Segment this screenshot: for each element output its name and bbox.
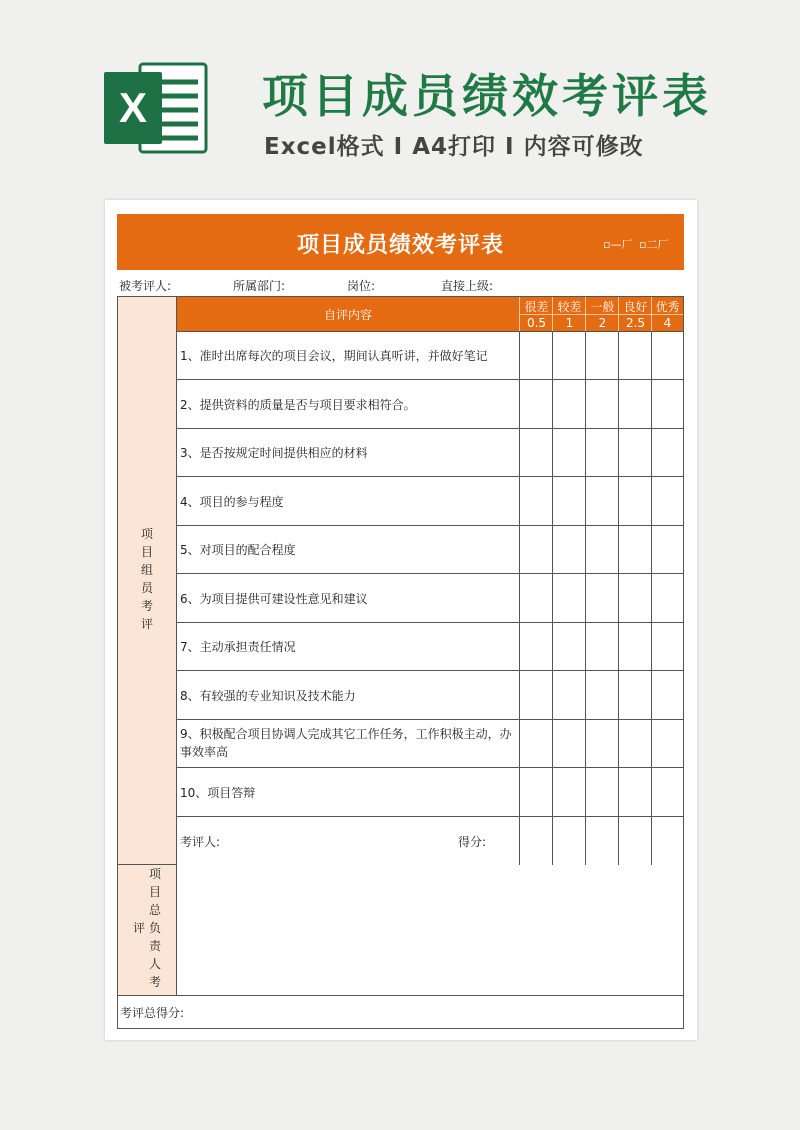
section-label-text: 评	[132, 921, 145, 935]
list-item: 7、主动承担责任情况	[180, 640, 296, 654]
position-field[interactable]: 岗位:	[347, 279, 376, 293]
evaluatee-field[interactable]: 被考评人:	[119, 279, 172, 293]
excel-logo-letter: X	[118, 84, 148, 131]
evaluation-table	[117, 297, 684, 1029]
list-item: 4、项目的参与程度	[180, 495, 284, 509]
grade-score: 4	[663, 316, 672, 330]
excel-logo-icon	[100, 58, 210, 158]
list-item: 3、是否按规定时间提供相应的材料	[180, 446, 368, 460]
info-row	[117, 270, 684, 297]
section-label-text: 项 目 组 员 考 评	[140, 527, 153, 631]
total-score-field[interactable]: 考评总得分:	[120, 1006, 185, 1020]
page-subtitle: Excel格式 I A4打印 I 内容可修改	[264, 134, 644, 160]
form-banner	[117, 214, 684, 270]
evaluator-field[interactable]: 考评人:	[180, 835, 221, 849]
score-field[interactable]: 得分:	[458, 835, 487, 849]
grade-label: 良好	[623, 300, 648, 314]
section-label-text: 项 目 总 负 责 人 考	[148, 867, 161, 989]
grade-label: 一般	[590, 300, 615, 314]
list-item: 8、有较强的专业知识及技术能力	[180, 689, 356, 703]
form-title: 项目成员绩效考评表	[296, 233, 504, 258]
grade-score: 1	[565, 316, 574, 330]
department-field[interactable]: 所属部门:	[233, 279, 286, 293]
content-header: 自评内容	[323, 308, 372, 322]
corner-mark: ▫二厂	[639, 238, 669, 251]
section-label-leader	[118, 865, 177, 995]
supervisor-field[interactable]: 直接上级:	[441, 279, 494, 293]
grade-score: 0.5	[526, 316, 547, 330]
list-item: 9、积极配合项目协调人完成其它工作任务，工作积极主动，办事效率高	[180, 727, 512, 759]
grade-label: 很差	[524, 300, 549, 314]
grade-score: 2.5	[625, 316, 646, 330]
grade-score: 2	[598, 316, 607, 330]
list-item: 6、为项目提供可建设性意见和建议	[180, 592, 368, 606]
section-label-member	[118, 297, 177, 865]
list-item: 2、提供资料的质量是否与项目要求相符合。	[180, 398, 416, 412]
corner-mark: ▫—厂	[603, 238, 633, 251]
list-item: 10、项目答辩	[180, 786, 256, 800]
list-item: 1、准时出席每次的项目会议，期间认真听讲，并做好笔记	[180, 349, 488, 363]
page-title: 项目成员绩效考评表	[262, 69, 712, 123]
list-item: 5、对项目的配合程度	[180, 543, 296, 557]
grade-label: 优秀	[655, 300, 680, 314]
grade-label: 较差	[557, 300, 582, 314]
